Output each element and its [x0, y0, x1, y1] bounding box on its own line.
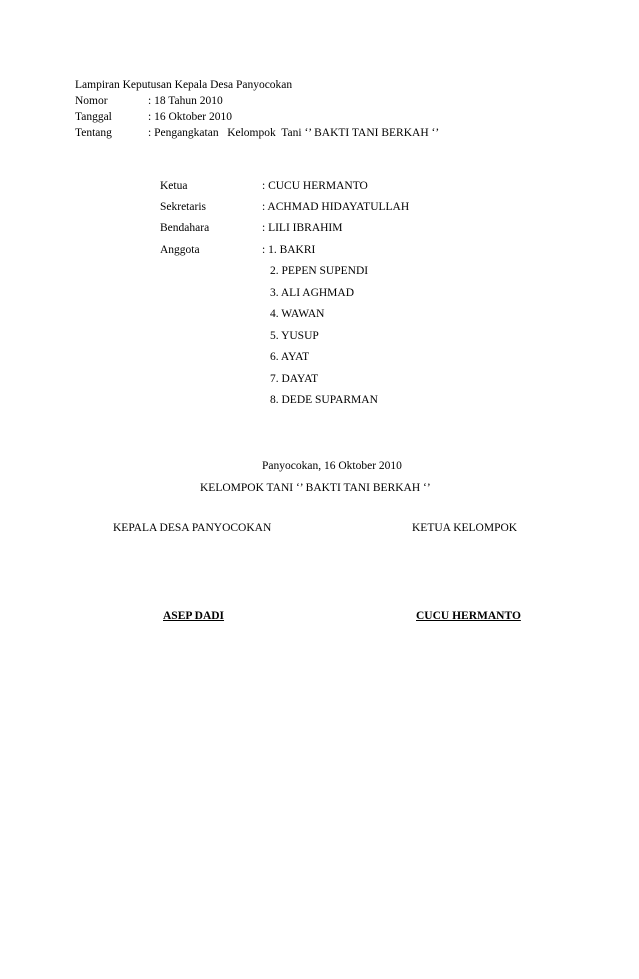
member-item: 5. YUSUP: [270, 330, 319, 342]
member-item: 8. DEDE SUPARMAN: [270, 394, 378, 406]
officer-name-ketua: : CUCU HERMANTO: [262, 180, 368, 192]
tanggal-value: : 16 Oktober 2010: [148, 111, 233, 123]
tanggal-label: Tanggal: [75, 111, 112, 123]
officer-name-sekretaris: : ACHMAD HIDAYATULLAH: [262, 201, 410, 213]
signature-right-name: CUCU HERMANTO: [416, 610, 521, 622]
officer-role-ketua: Ketua: [160, 180, 188, 192]
member-item: 7. DAYAT: [270, 373, 319, 385]
officer-name-bendahara: : LILI IBRAHIM: [262, 222, 343, 234]
tentang-label: Tentang: [75, 127, 112, 139]
officer-role-bendahara: Bendahara: [160, 222, 210, 234]
nomor-value: : 18 Tahun 2010: [148, 95, 223, 107]
officer-name-anggota: : 1. BAKRI: [262, 244, 316, 256]
nomor-label: Nomor: [75, 95, 108, 107]
signature-right-title: KETUA KELOMPOK: [412, 522, 518, 534]
tentang-value: : Pengangkatan Kelompok Tani ‘’ BAKTI TANI BERKAH ‘’: [148, 127, 440, 139]
signature-left-name: ASEP DADI: [163, 610, 225, 622]
member-item: 2. PEPEN SUPENDI: [270, 265, 369, 277]
officer-role-anggota: Anggota: [160, 244, 200, 256]
document-title: Lampiran Keputusan Kepala Desa Panyocokan: [75, 79, 293, 91]
officer-role-sekretaris: Sekretaris: [160, 201, 206, 213]
member-item: 3. ALI AGHMAD: [270, 287, 355, 299]
member-item: 4. WAWAN: [270, 308, 325, 320]
member-item: 6. AYAT: [270, 351, 310, 363]
place-date: Panyocokan, 16 Oktober 2010: [262, 460, 402, 472]
group-name: KELOMPOK TANI ‘’ BAKTI TANI BERKAH ‘’: [200, 482, 431, 494]
signature-left-title: KEPALA DESA PANYOCOKAN: [113, 522, 272, 534]
